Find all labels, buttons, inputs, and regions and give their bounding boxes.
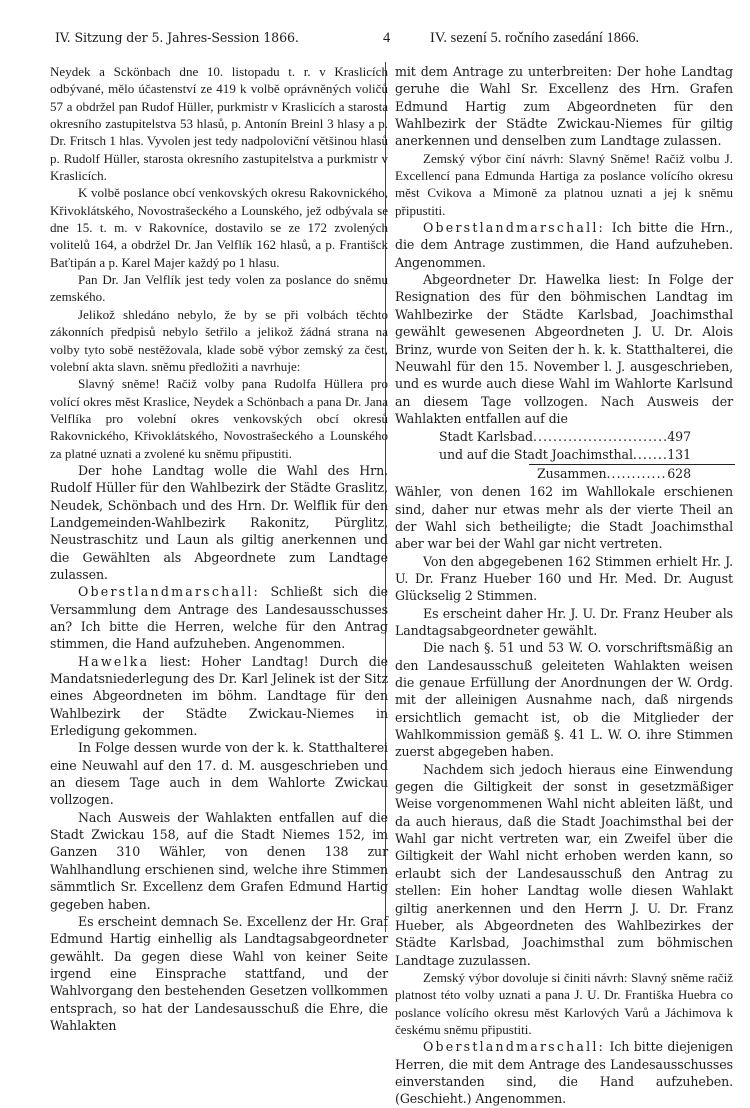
speaker-name: Oberstlandmarschall: [78, 584, 260, 600]
tally-total-label: Zusammen [537, 465, 607, 481]
speech-text: Ich bitte diejenigen Herren, die mit dem Antrage des Landesausschusses einverstanden sind, die Hand aufzuheben. (Geschieht.) Angenommen. [395, 1039, 734, 1107]
paragraph: Abgeordneter Dr. Hawelka liest: In Folge der Resignation des für den böhmischen Landtag im Wahlbezirke der Städte Karlsbad, Joachimsthal gewählt gewesenen Abgeordneten J. U. Dr. Alois Brinz, wurde von Seiten der h. k. k. Statthalterei, die Neuwahl für den 15. November l. J. ausgeschrieben, und es wurde auch diese Wahl im Wahlorte Karlsund an diesem Tage vollzogen. Nach Ausweis der Wahlakten entfallen auf die [395, 272, 733, 426]
tally-label: Stadt Karlsbad [439, 429, 533, 445]
paragraph: Nachdem sich jedoch hieraus eine Einwendung gegen die Giltigkeit der sonst in gesetzmäßiger Weise vorgenommenen Wahl nicht ableiten läßt, und da auch hieraus, daß die Stadt Joachimsthal bei der Wahl gar nicht vertreten war, ein Zweifel über die Giltigkeit der Wahl nicht erhoben werden kann, so erlaubt sich der Landesausschuß den Antrag zu stellen: Ein hoher Landtag wolle diesen Wahlakt giltig anerkennen und den Herrn J. U. Dr. Franz Hueber, als Abgeordneten des Wahlbezirkes der Städte Karlsbad, Joachimsthal zum böhmischen Landtage zuzulassen. [395, 761, 733, 968]
tally-total-value: 628 [667, 465, 691, 481]
tally-row [439, 446, 691, 463]
paragraph: Jelikož shledáno nebylo, že by se při volbách těchto zákonních předpisů nebylo šetřilo a jelikož žádná strana na volby tyto sobě nestěžovala, klade sobě výbor zemský za čest, volební akta slavn. sněmu předložiti a navrhuje: [50, 306, 388, 374]
tally-value: 131 [667, 446, 691, 462]
paragraph: In Folge dessen wurde von der k. k. Statthalterei eine Neuwahl auf den 17. d. M. ausgeschrieben und an diesem Tage auch in dem Wahlorte Zwickau vollzogen. [50, 740, 388, 808]
paragraph: Pan Dr. Jan Velflík jest tedy volen za poslance do sněmu zemského. [50, 272, 388, 305]
vote-tally [439, 428, 733, 482]
leader-dots [606, 465, 667, 482]
paragraph: mit dem Antrage zu unterbreiten: Der hohe Landtag geruhe die Wahl Sr. Excellenz des Hrn. Grafen Edmund Hartig zum Abgeordneten für den Wahlbezirk der Städte Zwickau-Niemes für giltig anerkennen und denselben zum Landtage zulassen. [395, 64, 733, 149]
left-column [50, 63, 388, 1034]
paragraph: Der hohe Landtag wolle die Wahl des Hrn. Rudolf Hüller für den Wahlbezirk der Städte Graslitz, Neudek, Schönbach und des Hrn. Dr. Welflik für den Landgemeinden-Wahlbezirk Rakonitz, Pürglitz, Neustraschitz und Laun als giltig anerkennen und die Gewählten als Abgeordnete zum Landtage zulassen. [50, 462, 388, 582]
paragraph: Neydek a Sckönbach dne 10. listopadu t. r. v Kraslicích odbývané, mělo účastenství ze 419 k volbě oprávněných voličů 57 a obdržel pan Rudof Hüller, purkmistr v Kraslicích a starosta okresního zastupitelstva 53 hlasů, p. Antonín Breinl 3 hlasy a p. Dr. Fritsch 1 hlas. Vyvolen jest tedy nadpoloviční většinou hlasů p. Rudolf Hüller, starosta okresního zastupitelstva a purkmistr v Kraslicích. [50, 64, 388, 184]
speech [395, 219, 733, 271]
tally-row [439, 428, 691, 445]
speech-text: liest: Hoher Landtag! Durch die Mandatsniederlegung des Dr. Karl Jelinek ist der Sitz eines Abgeordneten im böhm. Landtage für den Wahlbezirk der Städte Zwickau-Niemes in Erledigung gekommen. [50, 653, 389, 739]
paragraph: Zemský výbor činí návrh: Slavný Sněme! Račiž volbu J. Excellencí pana Edmunda Hartiga za poslance volícího okresu měst Cvikova a Mimoně za platnou uznati a jej k sněmu připustiti. [395, 150, 733, 218]
speech-text: Ich bitte die Hrn., die dem Antrage zustimmen, die Hand aufzuheben. Angenommen. [395, 220, 734, 270]
speech [50, 653, 388, 740]
speaker-name: Oberstlandmarschall: [423, 220, 605, 236]
speaker-name: Oberstlandmarschall: [423, 1039, 605, 1055]
header-title-czech: IV. sezení 5. ročního zasedání 1866. [430, 30, 640, 46]
paragraph: Es erscheint demnach Se. Excellenz der Hr. Graf Edmund Hartig einhellig als Landtagsabgeordneter gewählt. Da gegen diese Wahl von keiner Seite irgend eine Einsprache stattfand, und der Wahlvorgang den bestehenden Gesetzen vollkommen entsprach, so hat der Landesausschuß die Ehre, die Wahlakten [50, 913, 388, 1033]
leader-dots [633, 446, 667, 463]
paragraph: Zemský výbor dovoluje si činiti návrh: Slavný sněme račiž platnost této volby uznati a pana J. U. Dr. Františka Huebra co poslance volícího okresu měst Karlových Varů a Jáchimova k českému sněmu připustiti. [395, 969, 733, 1037]
tally-total-row [537, 465, 691, 482]
speech-text: Schließt sich die Versammlung dem Antrage des Landesausschusses an? Ich bitte die Herren, welche für den Antrag stimmen, die Hand aufzuheben. Angenommen. [50, 584, 389, 652]
paragraph: Die nach §. 51 und 53 W. O. vorschriftsmäßig an den Landesausschuß geleiteten Wahlakten weisen die genaue Erfüllung der Anordnungen der W. Ordg. mit der alleinigen Ausnahme nach, daß nirgends ersichtlich gemacht ist, ob die Mitglieder der Wahlkommission gemäß §. 41 L. W. O. ihre Stimmen zuerst abgegeben haben. [395, 640, 733, 760]
speech [395, 1038, 733, 1107]
paragraph: Slavný sněme! Račiž volby pana Rudolfa Hüllera pro volící okres měst Kraslice, Neydek a Schönbach a pana Dr. Jana Velflíka pro volební okres venkovských obcí okresů Rakovnického, Křivoklátského, Novostrašeckého a Lounského za platné uznati a zvolené ku sněmu připustiti. [50, 376, 388, 461]
speaker-name: Hawelka [78, 653, 150, 669]
page-header [0, 30, 750, 52]
paragraph: K volbě poslance obcí venkovských okresu Rakovnického, Křivoklátského, Novostrašeckého a Lounského, jež odbývala se dne 15. t. m. v Rakovníce, dostavilo se ze 172 zvolených volitelů 164, a obdržel Dr. Jan Velflík 162 hlasů, a p. Františck Baťtipán a p. Karel Majer každý po 1 hlasu. [50, 185, 388, 270]
paragraph: Es erscheint daher Hr. J. U. Dr. Franz Heuber als Landtagsabgeordneter gewählt. [395, 605, 733, 638]
right-column [395, 63, 733, 1108]
tally-label: und auf die Stadt Joachimsthal [439, 446, 633, 462]
paragraph: Wähler, von denen 162 im Wahllokale erschienen sind, daher nur etwas mehr als der vierte Theil an der Wahl sich betheiligte; die Stadt Joachimsthal aber war bei der Wahl gar nicht vertreten. [395, 484, 733, 552]
header-title-german: IV. Sitzung der 5. Jahres-Session 1866. [55, 30, 299, 45]
tally-value: 497 [667, 429, 691, 445]
speech [50, 583, 388, 652]
paragraph: Von den abgegebenen 162 Stimmen erhielt Hr. J. U. Dr. Franz Hueber 160 und Hr. Med. Dr. August Glückselig 2 Stimmen. [395, 553, 733, 604]
page-number: 4 [383, 30, 391, 46]
leader-dots [533, 428, 667, 445]
paragraph: Nach Ausweis der Wahlakten entfallen auf die Stadt Zwickau 158, auf die Stadt Niemes 152, im Ganzen 310 Wähler, von denen 138 zur Wahlhandlung erschienen sind, welche ihre Stimmen sämmtlich Sr. Excellenz dem Grafen Edmund Hartig gegeben haben. [50, 809, 388, 912]
